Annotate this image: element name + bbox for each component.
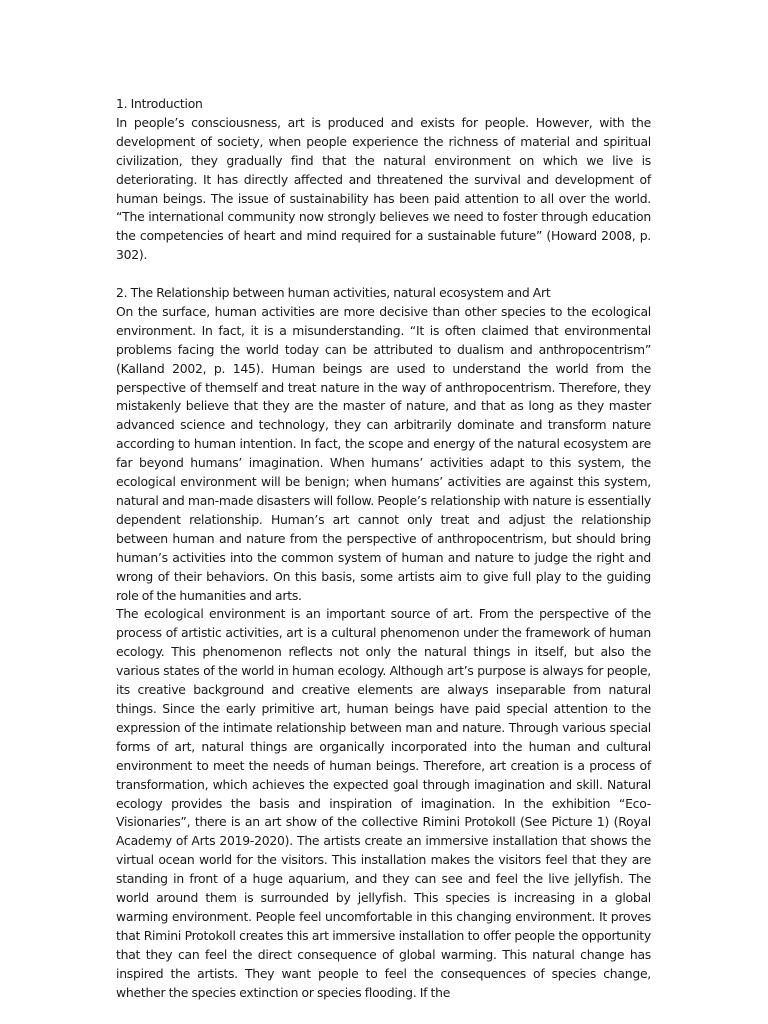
section-spacer xyxy=(116,265,651,284)
section-heading-relationship: 2. The Relationship between human activities, natural ecosystem and Art xyxy=(116,285,551,301)
paragraph-introduction: In people’s consciousness, art is produced and exists for people. However, with the development of society, when people experience the richness of material and spiritual civilization, they gradually find that the natural environment on which we live is deteriorating. It has directly affected and threatened the survival and development of human beings. The issue of sustainability has been paid attention to all over the world. “The international community now strongly believes we need to foster through education the competencies of heart and mind required for a sustainable future” (Howard 2008, p. 302). xyxy=(116,114,651,263)
section-heading-introduction: 1. Introduction xyxy=(116,96,203,111)
paragraph-relationship-2: The ecological environment is an important source of art. From the perspective of the process of artistic activities, art is a cultural phenomenon under the framework of human ecology. This phenomenon reflects not only the natural things in itself, but also the various states of the world in human ecology. Although art’s purpose is always for people, its creative background and creative elements are always inseparable from natural things. Since the early primitive art, human beings have paid special attention to the expression of the intimate relationship between man and nature. Through various special forms of art, natural things are organically incorporated into the human and cultural environment to meet the needs of human beings. Therefore, art creation is a process of transformation, which achieves the expected goal through imagination and skill. Natural ecology provides the basis and inspiration of imagination. In the exhibition “Eco-Visionaries”, there is an art show of the collective Rimini Protokoll (See Picture 1) (Royal Academy of Arts 2019-2020). The artists create an immersive installation that shows the virtual ocean world for the visitors. This installation makes the visitors feel that they are standing in front of a huge aquarium, and they can see and feel the live jellyfish. The world around them is surrounded by jellyfish. This species is increasing in a global warming environment. People feel uncomfortable in this changing environment. It proves that Rimini Protokoll creates this art immersive installation to offer people the opportunity that they can feel the direct consequence of global warming. This natural change has inspired the artists. They want people to feel the consequences of species change, whether the species extinction or species flooding. If the xyxy=(116,606,651,1000)
document-page xyxy=(116,95,651,1002)
paragraph-relationship-1: On the surface, human activities are more decisive than other species to the ecological environment. In fact, it is a misunderstanding. “It is often claimed that environmental problems facing the world today can be attributed to dualism and anthropocentrism” (Kalland 2002, p. 145). Human beings are used to understand the world from the perspective of themself and treat nature in the way of anthropocentrism. Therefore, they mistakenly believe that they are the master of nature, and that as long as they master advanced science and technology, they can arbitrarily dominate and transform nature according to human intention. In fact, the scope and energy of the natural ecosystem are far beyond humans’ imagination. When humans’ activities adapt to this system, the ecological environment will be benign; when humans’ activities are against this system, natural and man-made disasters will follow. People’s relationship with nature is essentially dependent relationship. Human’s art cannot only treat and adjust the relationship between human and nature from the perspective of anthropocentrism, but should bring human’s activities into the common system of human and nature to judge the right and wrong of their behaviors. On this basis, some artists aim to give full play to the guiding role of the humanities and arts. xyxy=(116,303,651,603)
